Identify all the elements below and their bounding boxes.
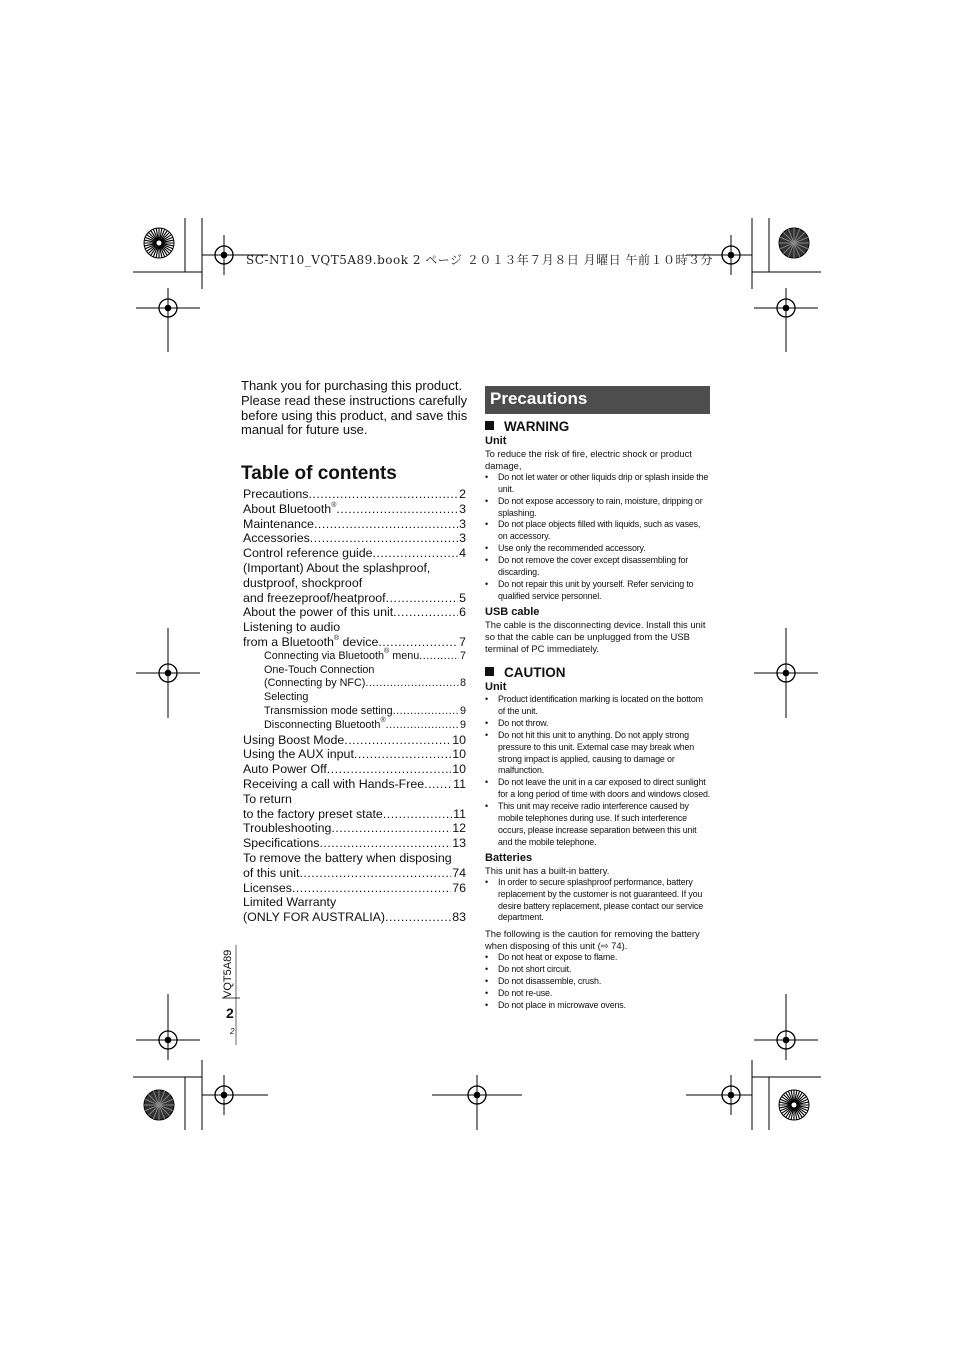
toc-item-page: 7 bbox=[459, 649, 466, 662]
toc-item-page: 10 bbox=[452, 747, 466, 762]
toc-leader-dots bbox=[344, 733, 451, 748]
toc-item[interactable] bbox=[243, 647, 466, 664]
toc-item[interactable] bbox=[243, 777, 466, 792]
caution-bullet-item: • This unit may receive radio interference caused by mobile telephones during use. If such interference occurs, please increase separation between this unit and the mobile telephone. bbox=[485, 801, 712, 849]
toc-item-label: About Bluetooth® bbox=[243, 501, 337, 516]
caution-bullet-item: • Do not leave the unit in a car exposed to direct sunlight for a long period of time with doors and windows closed. bbox=[485, 777, 712, 801]
toc-item[interactable] bbox=[243, 561, 466, 576]
caution-bullet-item: • Do not throw. bbox=[485, 718, 712, 730]
toc-item[interactable] bbox=[243, 881, 466, 896]
toc-leader-dots bbox=[319, 836, 451, 851]
removal-bullet-item: • Do not short circuit. bbox=[485, 964, 712, 976]
toc-leader-dots bbox=[378, 635, 458, 650]
toc-item-page: 10 bbox=[452, 762, 466, 777]
toc-item-page: 7 bbox=[459, 634, 466, 649]
caution-unit-bullets bbox=[485, 694, 712, 849]
toc-leader-dots bbox=[373, 546, 459, 561]
page-number-small: 2 bbox=[230, 1027, 235, 1036]
toc-leader-dots bbox=[310, 531, 458, 546]
toc-item-page: 10 bbox=[452, 732, 466, 747]
toc-item-page: 2 bbox=[459, 487, 466, 501]
toc-item[interactable] bbox=[243, 836, 466, 851]
toc-item-label: About the power of this unit bbox=[243, 605, 394, 620]
removal-bullet-item: • Do not place in microwave ovens. bbox=[485, 1000, 712, 1012]
batteries-heading: Batteries bbox=[485, 851, 533, 864]
caution-bullet-item: • Do not hit this unit to anything. Do not apply strong pressure to this unit. External case may break when strong impact is applied, causing to damage or malfunction. bbox=[485, 730, 712, 778]
batteries-bullets bbox=[485, 877, 712, 925]
batteries-text: This unit has a built-in battery. bbox=[485, 864, 610, 876]
toc-leader-dots bbox=[419, 650, 459, 664]
toc-leader-dots bbox=[383, 807, 452, 822]
usb-cable-heading: USB cable bbox=[485, 605, 540, 618]
caution-unit-heading: Unit bbox=[485, 681, 507, 693]
toc-item-label: To return bbox=[243, 791, 292, 806]
toc-item[interactable] bbox=[243, 664, 466, 678]
toc-item-label: dustproof, shockproof bbox=[243, 575, 363, 590]
toc-leader-dots bbox=[308, 487, 458, 502]
toc-leader-dots bbox=[385, 910, 451, 925]
toc-leader-dots bbox=[386, 719, 459, 733]
caution-heading: CAUTION bbox=[485, 665, 712, 681]
toc-item-label: of this unit bbox=[243, 865, 300, 880]
toc-item-label: Auto Power Off bbox=[243, 762, 327, 777]
toc-item-page: 5 bbox=[459, 590, 466, 605]
toc-item-label: Limited Warranty bbox=[243, 895, 337, 910]
toc-item-page: 13 bbox=[452, 836, 466, 851]
toc-item-label: Specifications bbox=[243, 836, 320, 851]
warning-bullet-item: • Do not remove the cover except disassembling for discarding. bbox=[485, 555, 712, 579]
toc-item-page: 4 bbox=[459, 546, 466, 561]
removal-bullet-item: • Do not disassemble, crush. bbox=[485, 976, 712, 988]
toc-item-label: Transmission mode setting bbox=[264, 704, 393, 717]
warning-bullet-item: • Do not place objects filled with liquids, such as vases, on accessory. bbox=[485, 519, 712, 543]
toc-item-label: Receiving a call with Hands-Free bbox=[243, 776, 425, 791]
toc-leader-dots bbox=[327, 762, 451, 777]
toc-item[interactable] bbox=[243, 762, 466, 777]
warning-bullet-item: • Do not expose accessory to rain, moisture, dripping or splashing. bbox=[485, 496, 712, 520]
toc-item-page: 74 bbox=[452, 865, 466, 880]
toc-item-page: 12 bbox=[452, 821, 466, 836]
toc-item-page: 3 bbox=[459, 531, 466, 546]
toc-item-page: 3 bbox=[459, 501, 466, 516]
caution-bullet-item: • Product identification marking is located on the bottom of the unit. bbox=[485, 694, 712, 718]
toc-item-label: Precautions bbox=[243, 487, 309, 501]
toc-item[interactable] bbox=[243, 792, 466, 807]
toc-item-page: 11 bbox=[453, 776, 466, 791]
toc-item-label: Selecting bbox=[264, 691, 309, 704]
precautions-title: Precautions bbox=[490, 389, 588, 408]
warning-section bbox=[485, 419, 712, 655]
toc-item-label: (ONLY FOR AUSTRALIA) bbox=[243, 910, 386, 925]
toc-item[interactable] bbox=[243, 620, 466, 635]
toc-item-page: 8 bbox=[459, 677, 466, 690]
warning-unit-text: To reduce the risk of fire, electric shock or product damage, bbox=[485, 448, 692, 471]
toc-item-page: 11 bbox=[453, 806, 466, 821]
toc-leader-dots bbox=[354, 747, 451, 762]
toc-item-label: Control reference guide bbox=[243, 546, 373, 561]
toc-item-label: Disconnecting Bluetooth® bbox=[264, 716, 386, 731]
toc-leader-dots bbox=[314, 517, 458, 532]
toc-item-label: To remove the battery when disposing bbox=[243, 850, 452, 865]
toc-item-label: from a Bluetooth® device bbox=[243, 634, 379, 649]
removal-bullet-item: • Do not heat or expose to flame. bbox=[485, 952, 712, 964]
page-number: 2 bbox=[226, 1005, 234, 1021]
removal-bullets bbox=[485, 952, 712, 1012]
toc-item-label: (Important) About the splashproof, bbox=[243, 560, 431, 575]
warning-bullet-item: • Do not repair this unit by yourself. Refer servicing to qualified service personnel. bbox=[485, 579, 712, 603]
toc-leader-dots bbox=[365, 677, 459, 691]
toc-leader-dots bbox=[393, 605, 458, 620]
toc-leader-dots bbox=[292, 881, 451, 896]
toc-item[interactable] bbox=[243, 747, 466, 762]
toc-leader-dots bbox=[424, 777, 452, 792]
toc-item-page: 6 bbox=[459, 605, 466, 620]
toc-item[interactable] bbox=[243, 576, 466, 591]
toc-item[interactable] bbox=[243, 487, 466, 502]
toc-item-label: Connecting via Bluetooth® menu bbox=[264, 647, 420, 662]
removal-text: The following is the caution for removing the battery when disposing of this unit (⇨ 74). bbox=[485, 928, 700, 952]
toc-item-label: Accessories bbox=[243, 531, 310, 546]
toc-item[interactable] bbox=[243, 733, 466, 748]
toc-item[interactable] bbox=[243, 517, 466, 532]
toc-item[interactable] bbox=[243, 531, 466, 546]
toc-item-label: (Connecting by NFC) bbox=[264, 677, 366, 690]
toc-item-label: Troubleshooting bbox=[243, 821, 332, 836]
square-bullet-icon bbox=[485, 667, 494, 676]
toc-item[interactable] bbox=[243, 895, 466, 910]
toc-item[interactable] bbox=[243, 677, 466, 691]
toc-item-label: Using Boost Mode bbox=[243, 732, 345, 747]
toc-item-page: 83 bbox=[452, 910, 466, 925]
toc-item-label: Maintenance bbox=[243, 516, 314, 531]
warning-unit-heading: Unit bbox=[485, 435, 507, 447]
toc-item[interactable] bbox=[243, 502, 466, 517]
toc-item-page: 9 bbox=[459, 704, 466, 717]
batteries-bullet-item: • In order to secure splashproof performance, battery replacement by the customer is not guaranteed. If you desire battery replacement, please contact our service department. bbox=[485, 877, 712, 925]
toc-item[interactable] bbox=[243, 546, 466, 561]
toc-item-label: Listening to audio bbox=[243, 620, 341, 635]
toc-item-label: to the factory preset state bbox=[243, 806, 383, 821]
toc-item[interactable] bbox=[243, 635, 466, 650]
toc-item-label: Licenses bbox=[243, 880, 292, 895]
toc-item[interactable] bbox=[243, 591, 466, 606]
toc-item-label: One-Touch Connection bbox=[264, 663, 375, 676]
print-header-run: SC-NT10_VQT5A89.book 2 ページ ２０１３年７月８日 月曜日 午前１０時３分 bbox=[246, 253, 713, 267]
warning-bullet-item: • Do not let water or other liquids drip or splash inside the unit. bbox=[485, 472, 712, 496]
caution-section bbox=[485, 665, 712, 1012]
toc-item-page: 3 bbox=[459, 516, 466, 531]
toc-item[interactable] bbox=[243, 691, 466, 705]
removal-bullet-item: • Do not re-use. bbox=[485, 988, 712, 1000]
model-code: VQT5A89 bbox=[222, 949, 234, 998]
warning-heading: WARNING bbox=[485, 419, 712, 435]
toc-item-label: and freezeproof/heatproof bbox=[243, 590, 386, 605]
toc-leader-dots bbox=[331, 821, 451, 836]
toc-item[interactable] bbox=[243, 910, 466, 925]
warning-unit-bullets bbox=[485, 472, 712, 603]
intro-paragraph: Thank you for purchasing this product. Please read these instructions carefully before using this product, and save this manual for future use. bbox=[241, 378, 468, 438]
toc-leader-dots bbox=[386, 591, 458, 606]
toc-item[interactable] bbox=[243, 807, 466, 822]
toc-leader-dots bbox=[336, 502, 458, 517]
toc-leader-dots bbox=[393, 705, 459, 719]
usb-cable-text: The cable is the disconnecting device. Install this unit so that the cable can be unplugged from the USB terminal of PC immediately. bbox=[485, 618, 706, 654]
toc-item-page: 76 bbox=[452, 880, 466, 895]
toc-item[interactable] bbox=[243, 821, 466, 836]
toc-item[interactable] bbox=[243, 851, 466, 866]
toc-item[interactable] bbox=[243, 866, 466, 881]
toc-leader-dots bbox=[299, 866, 451, 881]
toc-item-page: 9 bbox=[459, 718, 466, 731]
toc-title: Table of contents bbox=[241, 463, 397, 484]
toc-item[interactable] bbox=[243, 605, 466, 620]
toc-item[interactable] bbox=[243, 705, 466, 719]
warning-bullet-item: • Use only the recommended accessory. bbox=[485, 543, 712, 555]
table-of-contents bbox=[243, 487, 466, 925]
square-bullet-icon bbox=[485, 421, 494, 430]
toc-item-label: Using the AUX input bbox=[243, 747, 354, 762]
toc-item[interactable] bbox=[243, 716, 466, 733]
